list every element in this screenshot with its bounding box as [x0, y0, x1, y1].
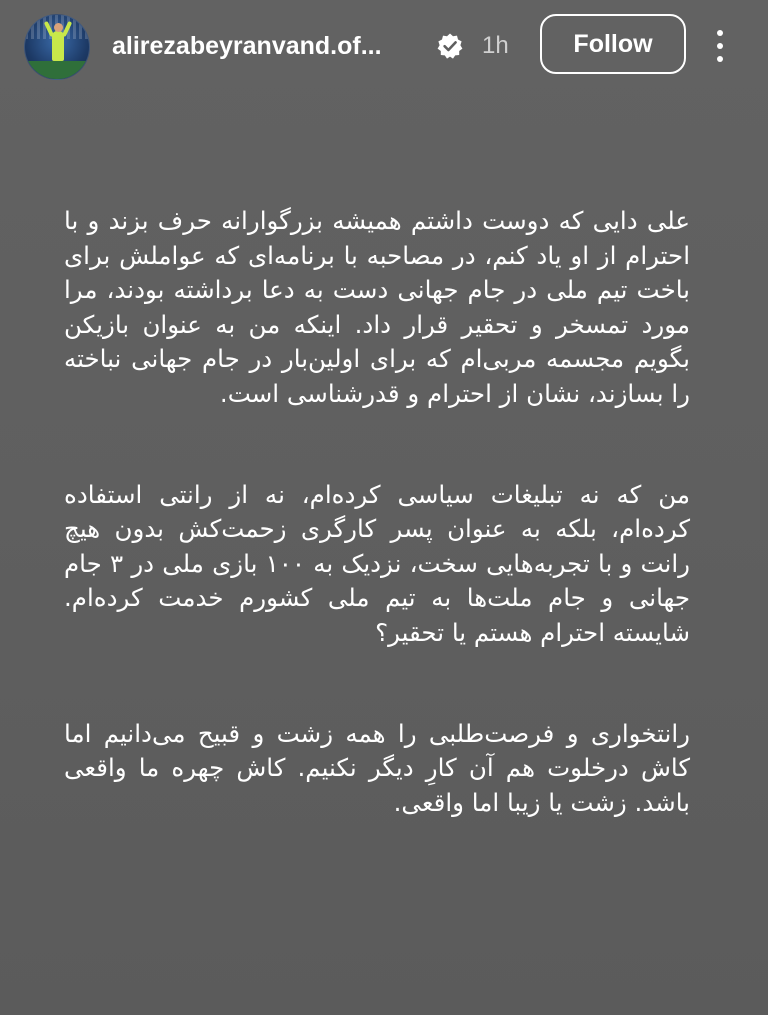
- profile-avatar[interactable]: [24, 14, 90, 80]
- avatar-pitch: [25, 61, 89, 79]
- avatar-head: [54, 23, 63, 32]
- story-text: [64, 204, 690, 820]
- more-vertical-icon[interactable]: [708, 22, 732, 70]
- story-paragraph: علی دایی که دوست داشتم همیشه بزرگوارانه حرف بزند و با احترام از او یاد کنم، در مصاحبه با برنامه‌ای که عواملش برای باخت تیم ملی در جام جهانی دست به دعا برداشته بودند، مرا مورد تمسخر و تحقیر قرار داد. اینکه من به عنوان بازیکن بگویم مجسمه مربی‌ام که برای اولین‌بار در جام جهانی نباخته را بسازند، نشان از احترام و قدرشناسی است.: [64, 206, 690, 408]
- post-timestamp: 1h: [482, 32, 509, 59]
- more-dot: [717, 43, 723, 49]
- username[interactable]: alirezabeyranvand.of...: [112, 32, 382, 60]
- avatar-player: [52, 31, 64, 61]
- story-paragraph: من که نه تبلیغات سیاسی کرده‌ام، نه از رانتی استفاده کرده‌ام، بلکه به عنوان پسر کارگری زحمت‌کش بدون هیچ رانت و با تجربه‌هایی سخت، نزدیک به ۱۰۰ بازی ملی در ۳ جام جهانی و جام ملت‌ها به تیم ملی کشورم خدمت کرده‌ام. شایسته احترام هستم یا تحقیر؟: [64, 479, 690, 647]
- follow-button[interactable]: Follow: [540, 14, 686, 74]
- more-dot: [717, 30, 723, 36]
- story-header: [0, 0, 768, 96]
- verified-badge-icon: [436, 32, 464, 60]
- more-dot: [717, 56, 723, 62]
- story-paragraph: رانتخواری و فرصت‌طلبی را همه زشت و قبیح می‌دانیم اما کاش درخلوت هم آن کارِ دیگر نکنیم. کاش چهره ما واقعی باشد. زشت یا زیبا اما واقعی.: [64, 718, 690, 817]
